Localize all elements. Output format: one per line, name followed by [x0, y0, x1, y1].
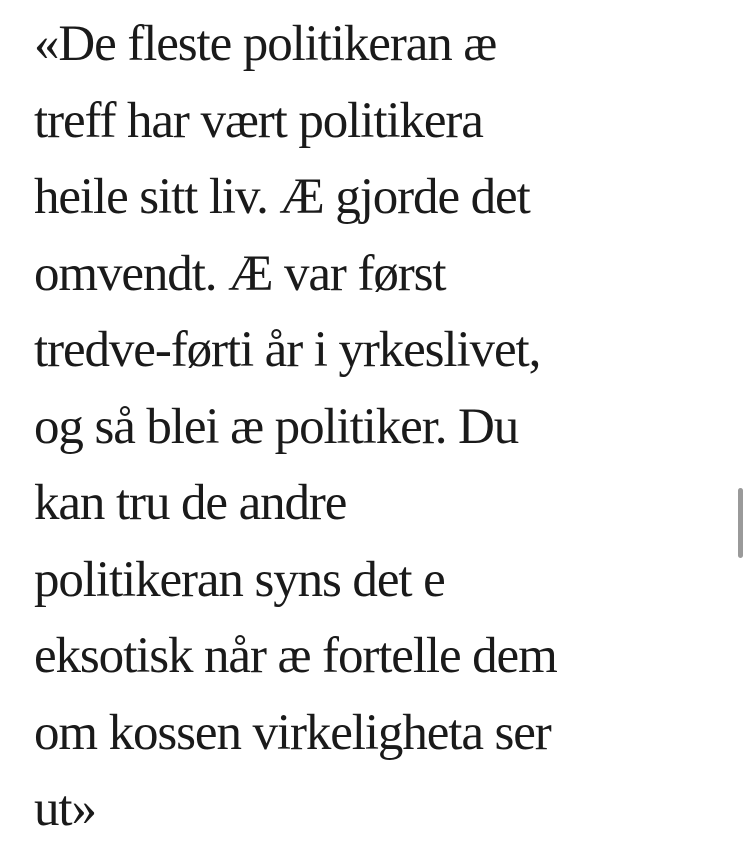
quote-text	[34, 6, 734, 848]
quote-line: omvendt. Æ var først	[34, 245, 446, 302]
quote-line: eksotisk når æ fortelle dem	[34, 628, 557, 684]
quote-line: tredve-førti år i yrkeslivet,	[34, 322, 541, 378]
quote-line: og så blei æ politiker. Du	[34, 398, 519, 455]
quote-line: kan tru de andre	[34, 475, 347, 531]
scrollbar-thumb[interactable]	[738, 488, 743, 558]
quote-line: «De fleste politikeran æ	[34, 16, 497, 72]
quote-line: politikeran syns det e	[34, 551, 445, 608]
quote-line: treff har vært politikera	[34, 92, 483, 149]
quote-line: heile sitt liv. Æ gjorde det	[34, 169, 530, 225]
quote-line: om kossen virkeligheta ser	[34, 704, 551, 761]
quote-line: ut»	[34, 781, 96, 837]
